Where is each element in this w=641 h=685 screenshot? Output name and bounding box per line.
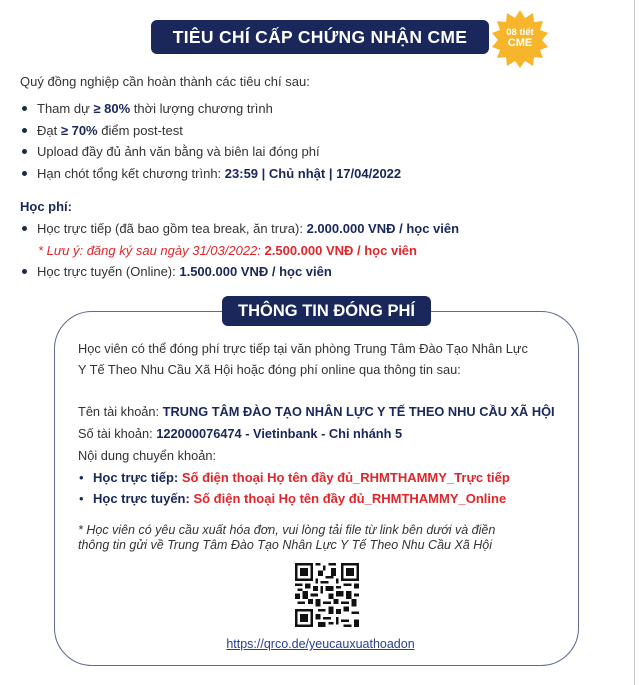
payment-desc-line-2: Y Tế Theo Nhu Cầu Xã Hội hoặc đóng phí online qua thông tin sau: bbox=[78, 362, 461, 377]
criteria-item: Tham dự ≥ 80% thời lượng chương trình bbox=[20, 98, 401, 120]
criteria-item: Upload đầy đủ ảnh văn bằng và biên lai đóng phí bbox=[20, 141, 401, 163]
qr-code-icon bbox=[295, 563, 359, 627]
badge-line-1: 08 tiết bbox=[506, 27, 534, 38]
cme-criteria-banner bbox=[151, 20, 489, 54]
page-edge-divider bbox=[634, 0, 635, 685]
fee-late-note: * Lưu ý: đăng ký sau ngày 31/03/2022: 2.500.000 VNĐ / học viên bbox=[38, 242, 417, 258]
badge-line-2: CME bbox=[507, 37, 533, 49]
transfer-content-list bbox=[78, 467, 510, 509]
fees-title: Học phí: bbox=[20, 199, 72, 214]
cme-criteria-title: TIÊU CHÍ CẤP CHỨNG NHẬN CME bbox=[172, 26, 468, 47]
criteria-list bbox=[20, 98, 401, 185]
cme-badge bbox=[490, 9, 550, 69]
criteria-item: Hạn chót tổng kết chương trình: 23:59 | Chủ nhật | 17/04/2022 bbox=[20, 163, 401, 185]
account-number: Số tài khoản: 122000076474 - Vietinbank - Chi nhánh 5 bbox=[78, 426, 403, 441]
fee-item-online: Học trực tuyến (Online): 1.500.000 VNĐ / học viên bbox=[20, 261, 459, 283]
criteria-item: Đạt ≥ 70% điểm post-test bbox=[20, 120, 401, 142]
account-name: Tên tài khoản: TRUNG TÂM ĐÀO TẠO NHÂN LỰC Y TẾ THEO NHU CẦU XÃ HỘI bbox=[78, 404, 555, 419]
transfer-item-direct: • Học trực tiếp: Số điện thoại Họ tên đầy đủ_RHMTHAMMY_Trực tiếp bbox=[78, 467, 510, 488]
fees-list bbox=[20, 218, 459, 283]
transfer-item-online: • Học trực tuyến: Số điện thoại Họ tên đầy đủ_RHMTHAMMY_Online bbox=[78, 488, 510, 509]
payment-info-title: THÔNG TIN ĐÓNG PHÍ bbox=[222, 296, 431, 326]
invoice-request-link[interactable]: https://qrco.de/yeucauxuathoadon bbox=[226, 637, 415, 651]
fee-item-direct: Học trực tiếp (đã bao gồm tea break, ăn trưa): 2.000.000 VNĐ / học viên bbox=[20, 218, 459, 240]
criteria-intro: Quý đồng nghiệp cần hoàn thành các tiêu chí sau: bbox=[20, 74, 310, 89]
payment-desc-line-1: Học viên có thể đóng phí trực tiếp tại văn phòng Trung Tâm Đào Tạo Nhân Lực bbox=[78, 341, 528, 356]
invoice-footnote: * Học viên có yêu cầu xuất hóa đơn, vui lòng tải file từ link bên dưới và điền thông tin gửi về Trung Tâm Đào Tạo Nhân Lực Y Tế Theo Nhu Cầu Xã Hội bbox=[78, 523, 496, 552]
transfer-content-label: Nội dung chuyển khoản: bbox=[78, 448, 217, 463]
